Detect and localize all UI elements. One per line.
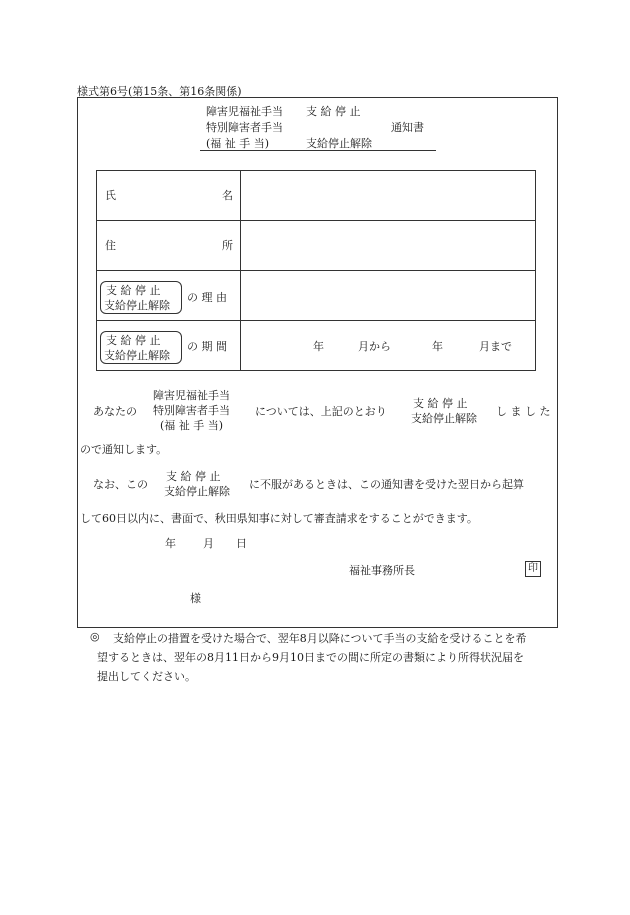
date-month: 月: [203, 537, 214, 550]
table-row-name: [97, 171, 535, 220]
period-suffix: の 期 間: [187, 340, 227, 353]
body-allowance-2: 特別障害者手当: [153, 404, 230, 417]
body-notice: ので通知します。: [80, 443, 168, 456]
reason-suffix: の 理 由: [187, 291, 227, 304]
footnote-mark: ◎: [90, 630, 100, 643]
period-action-stop: 支 給 停 止: [106, 334, 161, 347]
body-allowance-1: 障害児福祉手当: [153, 389, 230, 402]
title-allowance-3: (福 祉 手 当): [206, 137, 270, 150]
title-allowance-1: 障害児福祉手当: [206, 105, 283, 118]
footnote-line-1: 支給停止の措置を受けた場合で、翌年8月以降について手当の支給を受けることを希: [113, 632, 527, 645]
table-row-address: [97, 220, 535, 270]
period-action-release: 支給停止解除: [104, 349, 170, 362]
body-you: あなたの: [93, 405, 137, 418]
body-nao-stop: 支 給 停 止: [166, 470, 221, 483]
body-nao-release: 支給停止解除: [164, 485, 230, 498]
seal-mark: 印: [525, 561, 541, 577]
title-underline: [200, 150, 436, 151]
reason-action-release: 支給停止解除: [104, 299, 170, 312]
form-number: 様式第6号(第15条、第16条関係): [77, 85, 242, 98]
period-month-to: 月まで: [479, 340, 512, 353]
name-label-1: 氏: [105, 189, 116, 202]
body-nao: なお、この: [93, 478, 148, 491]
office-name: 福祉事務所長: [349, 564, 415, 577]
period-year-1: 年: [313, 340, 324, 353]
address-label-1: 住: [105, 239, 116, 252]
body-allowance-3: (福 祉 手 当): [160, 419, 224, 432]
reason-action-stop: 支 給 停 止: [106, 284, 161, 297]
footnote-line-3: 提出してください。: [97, 670, 196, 683]
body-appeal-1: に不服があるときは、この通知書を受けた翌日から起算: [249, 478, 524, 491]
body-regarding: については、上記のとおり: [255, 405, 387, 418]
title-action-release: 支給停止解除: [306, 137, 372, 150]
recipient-sama: 様: [190, 592, 201, 605]
footnote-line-2: 望するときは、翌年の8月11日から9月10日までの間に所定の書類により所得状況届を: [97, 651, 524, 664]
title-suffix: 通知書: [391, 121, 424, 134]
title-allowance-2: 特別障害者手当: [206, 121, 283, 134]
period-year-2: 年: [432, 340, 443, 353]
body-did: し ま し た: [496, 405, 551, 418]
address-label-2: 所: [222, 239, 233, 252]
body-action-release: 支給停止解除: [411, 412, 477, 425]
table-column-divider: [240, 171, 241, 370]
body-appeal-2: して60日以内に、書面で、秋田県知事に対して審査請求をすることができます。: [80, 512, 478, 525]
title-action-stop: 支 給 停 止: [306, 105, 361, 118]
name-label-2: 名: [222, 189, 233, 202]
body-action-stop: 支 給 停 止: [413, 397, 468, 410]
period-month-from: 月から: [358, 340, 391, 353]
date-day: 日: [236, 537, 247, 550]
date-year: 年: [165, 537, 176, 550]
